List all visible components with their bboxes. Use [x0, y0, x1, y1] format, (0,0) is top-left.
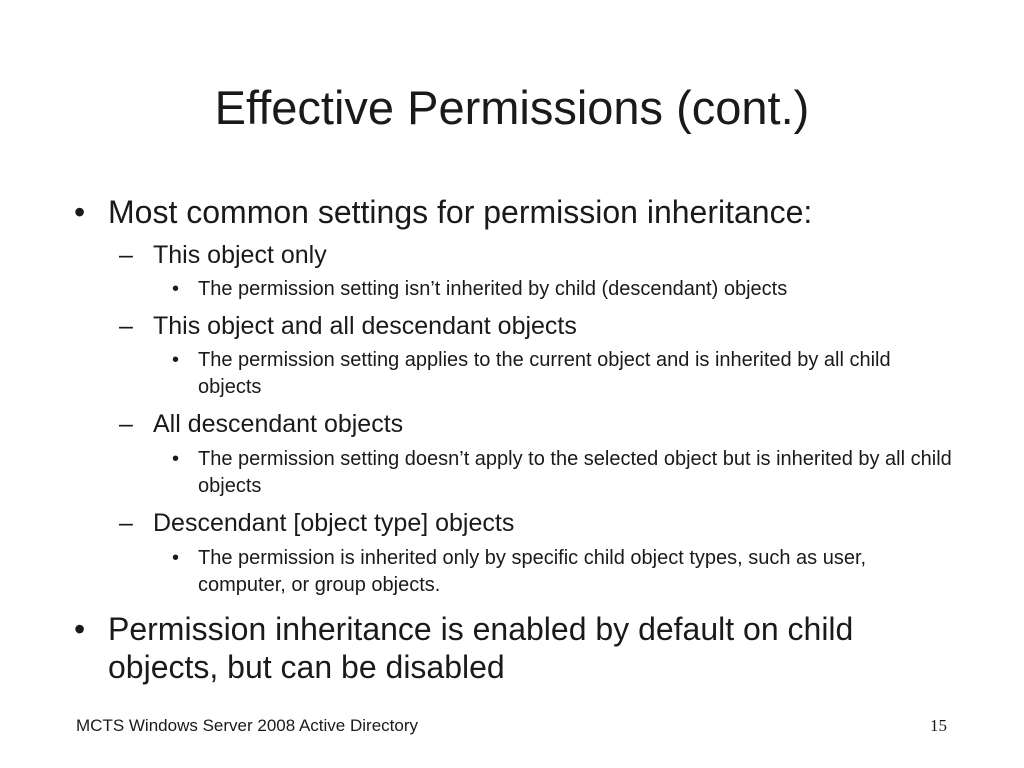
footer-course-title: MCTS Windows Server 2008 Active Directory	[76, 716, 418, 735]
bullet-item-level2	[119, 240, 933, 270]
bullet-dash-icon: –	[119, 312, 133, 340]
bullet-text: The permission is inherited only by specific child object types, such as user, computer, or group objects.	[198, 547, 867, 596]
bullet-item-level1	[74, 193, 928, 231]
footer-page-number: 15	[930, 716, 947, 735]
bullet-text: Descendant [object type] objects	[153, 509, 515, 537]
bullet-dot-icon: •	[74, 611, 86, 647]
bullet-item-level2	[119, 508, 933, 538]
bullet-dash-icon: –	[119, 410, 133, 438]
bullet-item-level2	[119, 409, 933, 439]
bullet-text: The permission setting isn’t inherited by child (descendant) objects	[198, 278, 788, 300]
bullet-dash-icon: –	[119, 241, 133, 269]
bullet-item-level3	[172, 545, 918, 599]
bullet-dot-icon: •	[172, 349, 180, 371]
bullet-text: This object and all descendant objects	[153, 312, 577, 340]
bullet-text: Most common settings for permission inheritance:	[108, 194, 813, 230]
bullet-item-level3	[172, 347, 898, 401]
bullet-dot-icon: •	[172, 278, 180, 300]
bullet-dot-icon: •	[172, 448, 180, 470]
bullet-text: All descendant objects	[153, 410, 404, 438]
bullet-dash-icon: –	[119, 509, 133, 537]
bullet-dot-icon: •	[74, 194, 86, 230]
bullet-item-level1	[74, 610, 908, 686]
bullet-text: This object only	[153, 241, 327, 269]
bullet-text: The permission setting applies to the current object and is inherited by all child objects	[198, 349, 891, 398]
bullet-item-level3	[172, 446, 958, 500]
bullet-text: Permission inheritance is enabled by default on child objects, but can be disabled	[108, 611, 854, 685]
bullet-item-level3	[172, 276, 968, 303]
bullet-item-level2	[119, 311, 933, 341]
bullet-text: The permission setting doesn’t apply to the selected object but is inherited by all child objects	[198, 448, 952, 497]
bullet-dot-icon: •	[172, 547, 180, 569]
slide-title: Effective Permissions (cont.)	[214, 81, 810, 134]
